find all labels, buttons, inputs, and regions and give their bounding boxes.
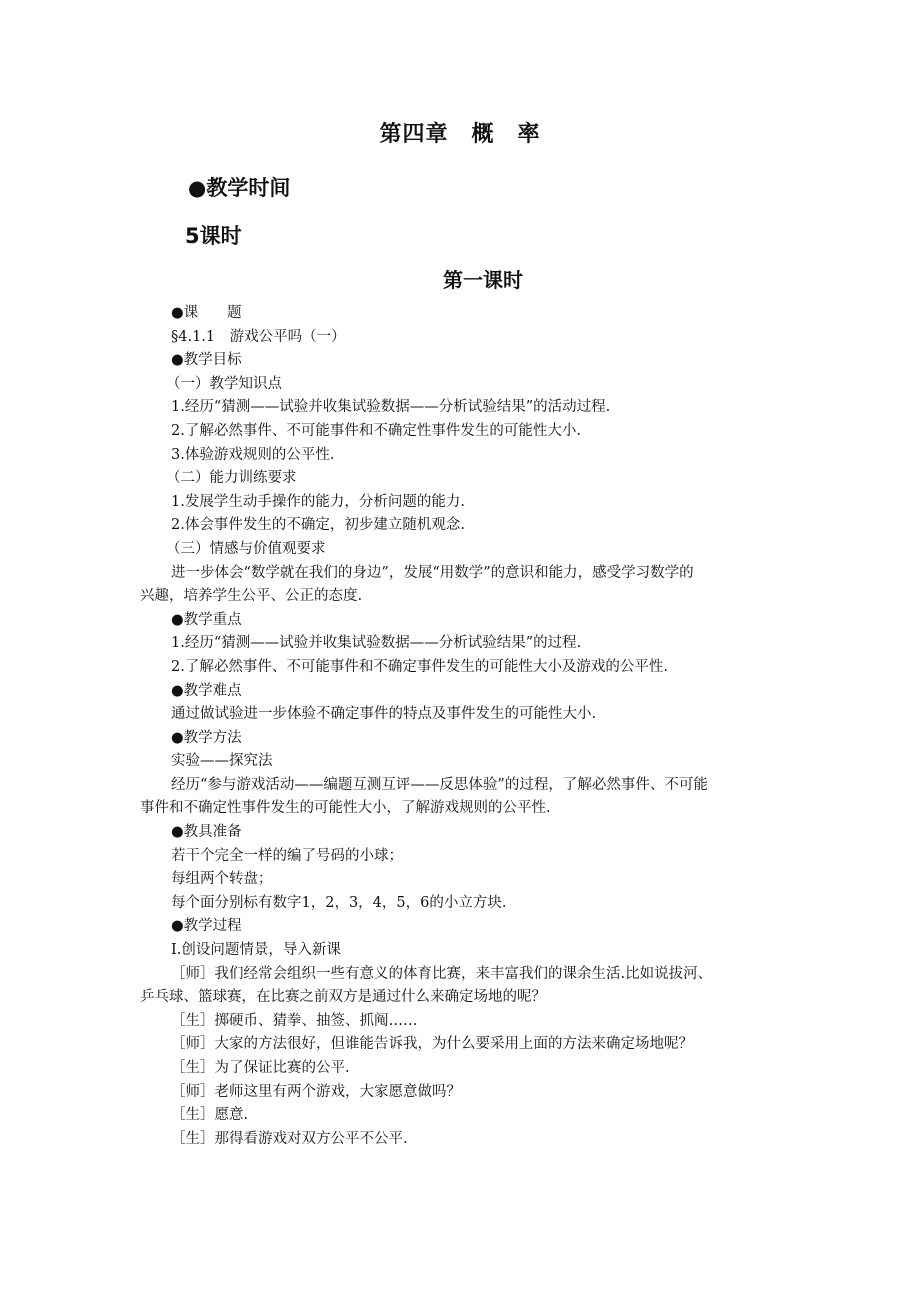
goal-knowledge-item: 1.经历“猜测——试验并收集试验数据——分析试验结果”的活动过程. <box>171 399 611 416</box>
goal-emotion-text: 进一步体会“数学就在我们的身边”，发展“用数学”的意识和能力，感受学习数学的 <box>171 564 694 581</box>
method-text-cont: 事件和不确定性事件发生的可能性大小，了解游戏规则的公平性. <box>140 800 551 817</box>
goal-ability-heading: （二）能力训练要求 <box>166 470 297 487</box>
lesson-title: 第一课时 <box>443 268 523 292</box>
goal-emotion-text-cont: 兴趣，培养学生公平、公正的态度. <box>140 588 363 605</box>
dialogue-line: ［生］愿意. <box>171 1107 249 1124</box>
method-text: 经历“参与游戏活动——编题互测互评——反思体验”的过程，了解必然事件、不可能 <box>171 776 708 793</box>
tools-item: 每个面分别标有数字1，2，3，4，5，6的小立方块. <box>171 894 507 911</box>
dialogue-line-cont: 乒乓球、篮球赛，在比赛之前双方是通过什么来确定场地的呢？ <box>140 989 546 1006</box>
process-heading: ●教学过程 <box>171 918 242 935</box>
topic-heading: ●课 题 <box>171 305 242 321</box>
teaching-time-value: 5课时 <box>185 224 242 248</box>
dialogue-line: ［生］为了保证比赛的公平. <box>171 1060 350 1076</box>
dialogue-line: ［生］那得看游戏对双方公平不公平. <box>171 1130 408 1147</box>
key-point-item: 2.了解必然事件、不可能事件和不确定事件发生的可能性大小及游戏的公平性. <box>171 658 668 675</box>
tools-item: 每组两个转盘； <box>171 871 273 888</box>
key-points-heading: ●教学重点 <box>171 611 242 628</box>
method-name: 实验——探究法 <box>171 753 273 770</box>
tools-heading: ●教具准备 <box>171 824 242 841</box>
teaching-time-heading: ●教学时间 <box>188 176 291 200</box>
goal-ability-item: 2.体会事件发生的不确定，初步建立随机观念. <box>171 517 465 534</box>
topic-value: §4.1.1 游戏公平吗（一） <box>171 328 346 345</box>
method-heading: ●教学方法 <box>171 729 242 746</box>
dialogue-line: ［师］大家的方法很好，但谁能告诉我，为什么要采用上面的方法来确定场地呢？ <box>171 1036 693 1053</box>
key-point-item: 1.经历“猜测——试验并收集试验数据——分析试验结果”的过程. <box>171 635 582 652</box>
lesson-body <box>140 302 785 1151</box>
goal-ability-item: 1.发展学生动手操作的能力，分析问题的能力. <box>171 493 465 510</box>
difficulty-heading: ●教学难点 <box>171 682 242 699</box>
goals-heading: ●教学目标 <box>171 352 242 369</box>
process-section-title: Ⅰ.创设问题情景，导入新课 <box>171 942 341 959</box>
goal-knowledge-heading: （一）教学知识点 <box>166 375 282 392</box>
chapter-title: 第四章 概 率 <box>379 122 541 147</box>
dialogue-line: ［生］掷硬币、猜拳、抽签、抓阄…… <box>171 1012 418 1029</box>
tools-item: 若干个完全一样的编了号码的小球； <box>171 847 403 864</box>
goal-knowledge-item: 3.体验游戏规则的公平性. <box>171 446 335 463</box>
dialogue-line: ［师］老师这里有两个游戏，大家愿意做吗？ <box>171 1083 461 1100</box>
goal-emotion-heading: （三）情感与价值观要求 <box>166 540 326 557</box>
difficulty-text: 通过做试验进一步体验不确定事件的特点及事件发生的可能性大小. <box>171 706 597 723</box>
goal-knowledge-item: 2.了解必然事件、不可能事件和不确定性事件发生的可能性大小. <box>171 422 581 439</box>
dialogue-line: ［师］我们经常会组织一些有意义的体育比赛，来丰富我们的课余生活.比如说拔河、 <box>171 965 713 982</box>
